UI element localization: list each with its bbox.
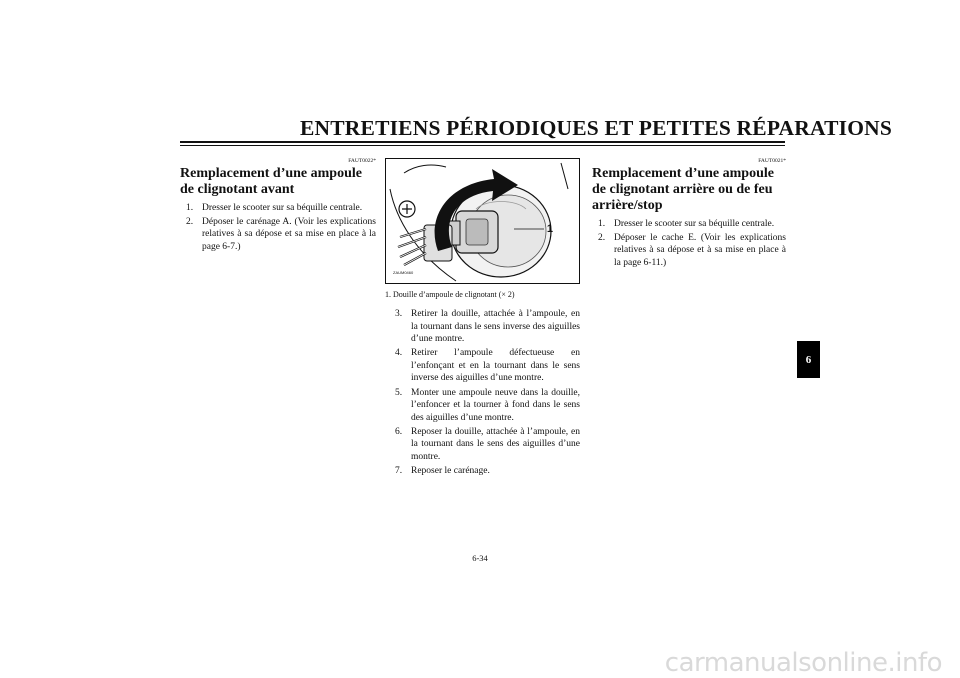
figure bbox=[385, 158, 580, 284]
list-item bbox=[180, 202, 376, 215]
step-number: 5. bbox=[395, 387, 403, 398]
list-item bbox=[389, 426, 580, 464]
step-number: 2. bbox=[598, 232, 606, 243]
step-text: Reposer le carénage. bbox=[411, 466, 490, 477]
list-item bbox=[592, 232, 786, 270]
step-text: Retirer l’ampoule défectueuse en l’enfonçant et en la tournant dans le sens inverse des aiguilles d’une montre. bbox=[411, 348, 580, 384]
middle-column bbox=[385, 158, 580, 479]
callout-label: 1 bbox=[546, 223, 553, 235]
list-item bbox=[389, 387, 580, 425]
list-item bbox=[389, 347, 580, 385]
section-title: Remplacement d’une ampoule de clignotant arrière ou de feu arrière/stop bbox=[592, 166, 774, 213]
step-number: 2. bbox=[186, 216, 194, 227]
right-column bbox=[592, 158, 786, 270]
step-number: 1. bbox=[186, 203, 194, 213]
section-title: Remplacement d’une ampoule de clignotant avant bbox=[180, 166, 362, 197]
list-item bbox=[180, 216, 376, 254]
step-text: Dresser le scooter sur sa béquille centrale. bbox=[202, 203, 363, 213]
step-number: 6. bbox=[395, 426, 403, 437]
step-number: 3. bbox=[395, 309, 403, 319]
list-item bbox=[592, 218, 786, 231]
step-text: Dresser le scooter sur sa béquille centrale. bbox=[614, 219, 775, 229]
header-rule-thin bbox=[180, 145, 785, 146]
step-number: 4. bbox=[395, 348, 403, 359]
list-item bbox=[389, 465, 580, 478]
figure-code: ZAUM0460 bbox=[393, 270, 414, 275]
steps-list bbox=[180, 202, 376, 253]
section-code: FAUT0022* bbox=[348, 158, 376, 164]
step-text: Reposer la douille, attachée à l’ampoule, en la tournant dans le sens des aiguilles d’une montre. bbox=[411, 426, 580, 463]
left-column bbox=[180, 158, 376, 254]
step-text: Retirer la douille, attachée à l’ampoule, en la tournant dans le sens inverse des aiguilles d’une montre. bbox=[411, 309, 580, 345]
section-code: FAUT0021* bbox=[758, 158, 786, 164]
list-item bbox=[389, 308, 580, 346]
step-text: Déposer le cache E. (Voir les explications relatives à sa dépose et à sa mise en place à la page 6-11.) bbox=[614, 232, 786, 268]
steps-list bbox=[385, 308, 580, 478]
step-text: Déposer le carénage A. (Voir les explications relatives à sa dépose et sa mise en place à la page 6-7.) bbox=[202, 216, 376, 252]
chapter-tab: 6 bbox=[797, 341, 820, 378]
figure-caption: 1. Douille d’ampoule de clignotant (× 2) bbox=[385, 290, 515, 299]
page-title: ENTRETIENS PÉRIODIQUES ET PETITES RÉPARATIONS bbox=[300, 116, 893, 140]
steps-list bbox=[592, 218, 786, 269]
header-rule bbox=[180, 141, 785, 143]
step-text: Monter une ampoule neuve dans la douille, l’enfoncer et la tourner à fond dans le sens des aiguilles d’une montre. bbox=[411, 387, 580, 423]
step-number: 7. bbox=[395, 466, 403, 477]
step-number: 1. bbox=[598, 219, 606, 229]
watermark: carmanualsonline.info bbox=[664, 648, 942, 678]
page-number: 6-34 bbox=[472, 553, 488, 563]
turn-signal-socket-illustration bbox=[386, 159, 579, 283]
